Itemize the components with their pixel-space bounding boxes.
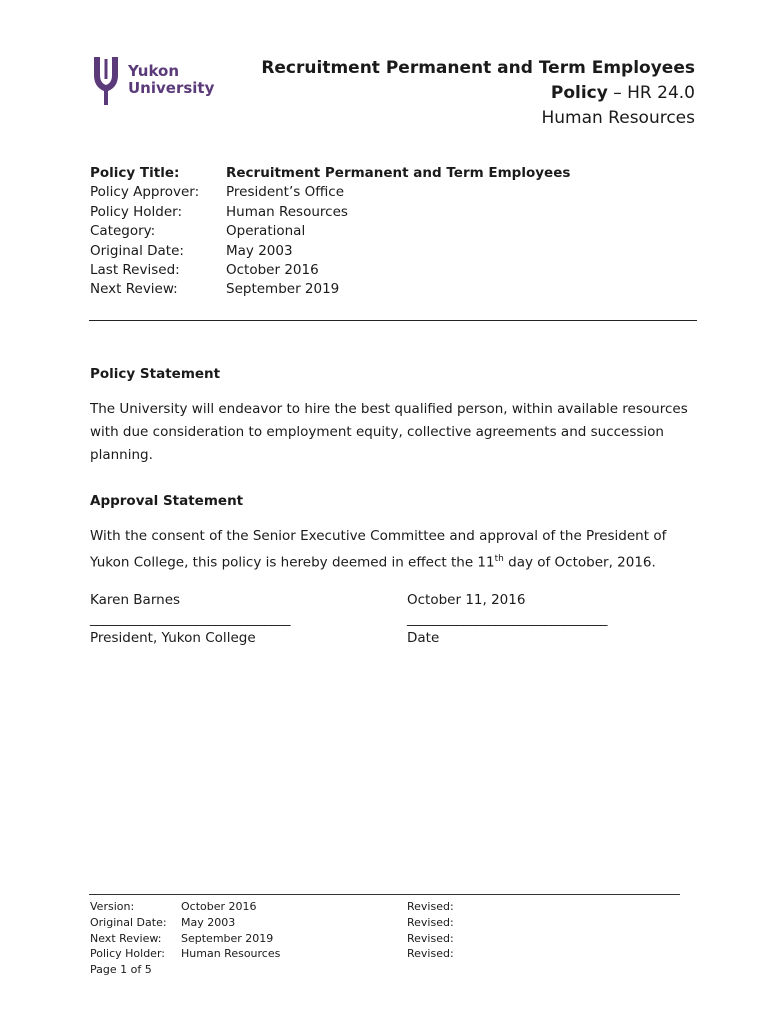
signature-left — [90, 591, 290, 648]
approval-statement-body — [90, 525, 700, 575]
approval-text-start: With the consent of the Senior Executive Committee and approval of the President of Yukon College, this policy is hereby deemed in effect the 11 — [90, 528, 667, 571]
footer-value: May 2003 — [181, 915, 236, 929]
footer-divider — [89, 894, 680, 895]
logo-line-1: Yukon — [128, 62, 180, 80]
footer-metadata — [90, 899, 280, 978]
policy-statement-heading: Policy Statement — [90, 366, 221, 382]
footer-revised — [407, 899, 454, 962]
meta-row — [90, 242, 570, 261]
footer-row — [90, 915, 280, 931]
meta-label: Next Review: — [90, 281, 178, 298]
logo-line-2: University — [128, 79, 215, 97]
meta-label: Policy Approver: — [90, 184, 200, 201]
date-label: Date — [407, 630, 440, 646]
footer-row — [90, 946, 280, 962]
meta-value: May 2003 — [226, 242, 293, 259]
meta-row — [90, 280, 570, 299]
meta-label: Last Revised: — [90, 262, 180, 279]
meta-row — [90, 164, 570, 183]
policy-number-line — [261, 81, 695, 106]
policy-metadata — [90, 164, 570, 300]
signer-name: Karen Barnes — [90, 592, 181, 608]
footer-value: October 2016 — [181, 900, 257, 913]
footer-label: Original Date: — [90, 915, 167, 929]
meta-row — [90, 183, 570, 202]
policy-word: Policy — [550, 83, 608, 103]
meta-row — [90, 203, 570, 222]
signer-title: President, Yukon College — [90, 630, 256, 646]
page-number: Page 1 of 5 — [90, 963, 152, 977]
document-header — [261, 56, 695, 131]
meta-label: Original Date: — [90, 242, 184, 259]
meta-row — [90, 261, 570, 280]
meta-label: Policy Title: — [90, 165, 180, 181]
meta-value: President’s Office — [226, 184, 344, 201]
approval-text-end: day of October, 2016. — [503, 554, 656, 571]
footer-value: Human Resources — [181, 947, 281, 961]
meta-value: October 2016 — [226, 262, 319, 279]
meta-label: Policy Holder: — [90, 203, 183, 220]
document-title: Recruitment Permanent and Term Employees — [261, 58, 695, 78]
footer-value: September 2019 — [181, 931, 274, 945]
signature-line: ________________________________ — [90, 611, 290, 627]
policy-statement-section — [90, 363, 700, 467]
meta-value: Human Resources — [226, 203, 348, 220]
policy-number: – HR 24.0 — [607, 83, 695, 103]
meta-label: Category: — [90, 223, 156, 240]
signature-right — [407, 591, 607, 648]
department: Human Resources — [541, 108, 695, 128]
logo-mark-icon — [90, 55, 122, 107]
meta-row — [90, 222, 570, 241]
revised-label: Revised: — [407, 900, 454, 913]
university-logo — [90, 55, 220, 107]
footer-label: Next Review: — [90, 931, 162, 945]
revised-label: Revised: — [407, 915, 454, 929]
revised-label: Revised: — [407, 931, 454, 945]
policy-statement-body: The University will endeavor to hire the best qualified person, within available resources with due consideration to employment equity, collective agreements and succession planning. — [90, 401, 688, 463]
approval-statement-heading: Approval Statement — [90, 493, 244, 509]
date-line: ________________________________ — [407, 611, 607, 627]
meta-value: September 2019 — [226, 281, 340, 298]
footer-row — [90, 899, 280, 915]
footer-row — [90, 931, 280, 947]
footer-label: Version: — [90, 900, 135, 913]
footer-label: Policy Holder: — [90, 947, 165, 961]
signature-date: October 11, 2016 — [407, 592, 526, 608]
meta-value: Operational — [226, 223, 306, 240]
approval-statement-section — [90, 490, 700, 575]
header-divider — [89, 320, 697, 321]
meta-value: Recruitment Permanent and Term Employees — [226, 165, 571, 181]
approval-superscript: th — [494, 554, 504, 564]
revised-label: Revised: — [407, 947, 454, 961]
